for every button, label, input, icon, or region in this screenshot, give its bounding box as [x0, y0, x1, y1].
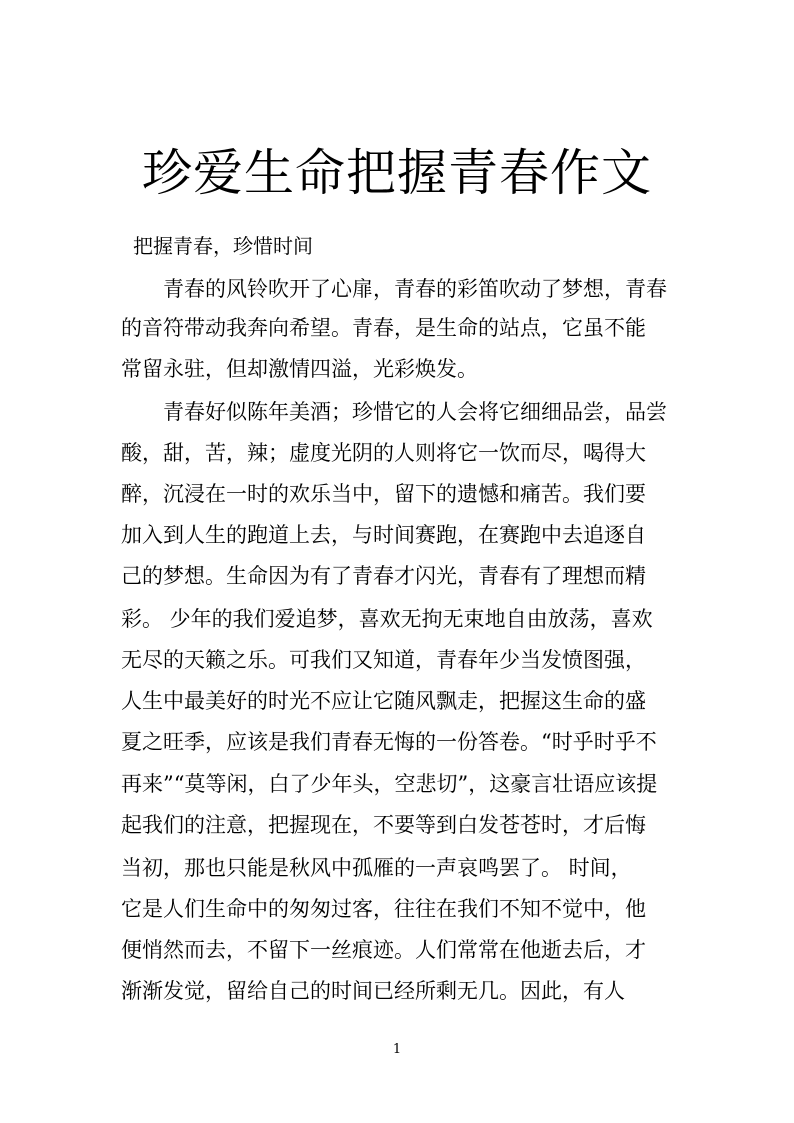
- text-line: 人生中最美好的时光不应让它随风飘走，把握这生命的盛: [121, 689, 646, 713]
- text-line: 当初，那也只能是秋风中孤雁的一声哀鸣罢了。 时间，: [121, 856, 632, 880]
- text-line: 夏之旺季，应该是我们青春无悔的一份答卷。“时乎时乎不: [121, 730, 657, 754]
- page-title: 珍爱生命把握青春作文: [142, 144, 652, 202]
- text-line: 它是人们生命中的匆匆过客，往往在我们不知不觉中，他: [121, 897, 646, 921]
- text-line: 无尽的天籁之乐。可我们又知道，青春年少当发愤图强，: [121, 648, 646, 672]
- text-line: 醉，沉浸在一时的欢乐当中，留下的遗憾和痛苦。我们要: [121, 482, 646, 506]
- text-line: 便悄然而去，不留下一丝痕迹。人们常常在他逝去后，才: [121, 938, 646, 962]
- text-line: 再来”“莫等闲，白了少年头，空悲切”，这豪言壮语应该提: [121, 772, 658, 796]
- text-line: 青春好似陈年美酒；珍惜它的人会将它细细品尝，品尝: [163, 400, 667, 424]
- text-line: 酸，甜，苦，辣；虚度光阴的人则将它一饮而尽，喝得大: [121, 441, 646, 465]
- text-line: 的音符带动我奔向希望。青春，是生命的站点，它虽不能: [121, 316, 646, 340]
- text-line: 起我们的注意，把握现在，不要等到白发苍苍时，才后悔: [121, 813, 646, 837]
- text-line: 渐渐发觉，留给自己的时间已经所剩无几。因此，有人: [121, 979, 625, 1003]
- text-line: 彩。 少年的我们爱追梦，喜欢无拘无束地自由放荡，喜欢: [121, 607, 653, 631]
- text-line: 常留永驻，但却激情四溢，光彩焕发。: [121, 357, 478, 381]
- text-line: 青春的风铃吹开了心扉，青春的彩笛吹动了梦想，青春: [163, 277, 667, 301]
- section-subtitle: 把握青春，珍惜时间: [133, 234, 313, 258]
- text-line: 己的梦想。生命因为有了青春才闪光，青春有了理想而精: [121, 564, 646, 588]
- page-number: 1: [392, 1042, 402, 1057]
- text-line: 加入到人生的跑道上去，与时间赛跑，在赛跑中去追逐自: [121, 523, 646, 547]
